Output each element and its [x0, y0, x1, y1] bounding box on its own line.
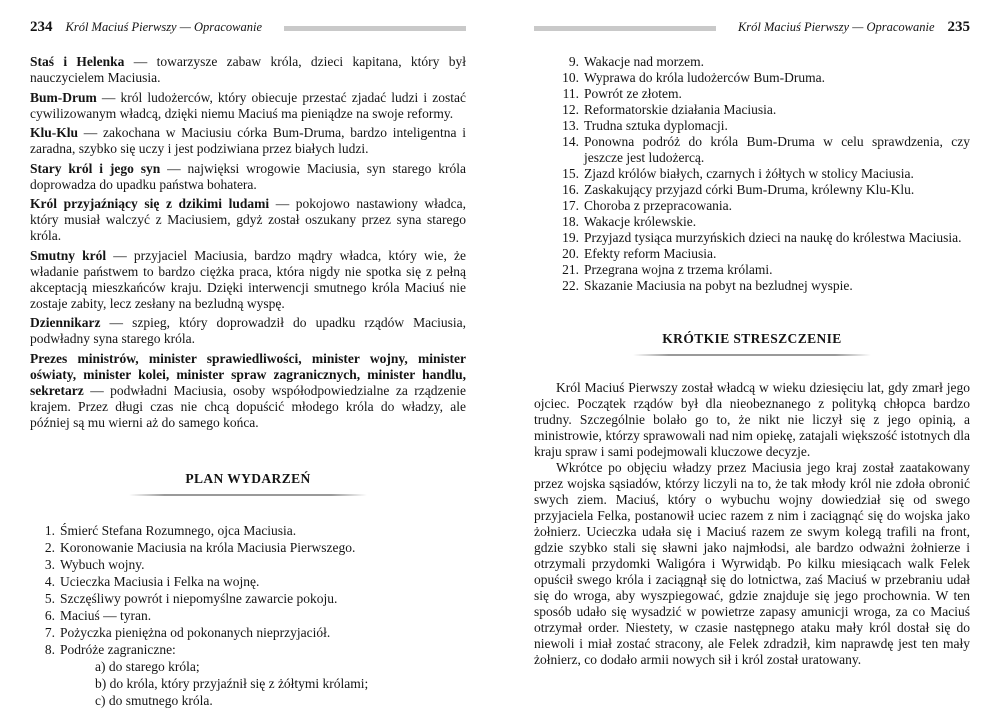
list-item	[558, 102, 970, 118]
list-item	[558, 278, 970, 294]
list-item	[38, 556, 466, 573]
list-item	[38, 539, 466, 556]
list-item	[558, 134, 970, 166]
list-item	[38, 573, 466, 590]
item-number: 2.	[44, 539, 55, 555]
sub-list-item: b) do króla, który przyjaźnił się z żółtymi królami;	[95, 675, 369, 691]
character-description: — szpieg, który doprowadził do upadku rządów Maciusia, podwładny syna starego króla.	[30, 315, 467, 346]
item-text: Przyjazd tysiąca murzyńskich dzieci na naukę do królestwa Maciusia.	[584, 230, 962, 245]
item-text: Zjazd królów białych, czarnych i żółtych w stolicy Maciusia.	[584, 166, 914, 181]
item-text: Wybuch wojny.	[60, 556, 145, 572]
list-item	[38, 590, 466, 607]
item-text: Ponowna podróż do króla Bum-Druma w celu sprawdzenia, czy jeszcze jest ludożercą.	[584, 134, 970, 165]
item-text: Skazanie Maciusia na pobyt na bezludnej wyspie.	[584, 278, 853, 293]
character-entry	[30, 161, 466, 193]
character-entry	[30, 125, 466, 157]
item-text: Maciuś — tyran.	[60, 607, 152, 623]
item-text: Ucieczka Maciusia i Felka na wojnę.	[60, 573, 260, 589]
plan-list	[30, 522, 466, 709]
item-number: 21.	[562, 262, 579, 277]
plan-section-heading	[30, 471, 466, 496]
item-number: 7.	[44, 624, 55, 640]
character-name: Stary król i jego syn	[30, 160, 161, 176]
list-item	[558, 182, 970, 198]
section-title: KRÓTKIE STRESZCZENIE	[662, 331, 842, 346]
character-description: — zakochana w Maciusiu córka Bum-Druma, bardzo inteligentna i zaradna, szybko się uczy i jest podziwiana przez białych ludzi.	[30, 125, 466, 156]
heading-underline	[129, 494, 367, 496]
item-number: 19.	[562, 230, 579, 245]
item-number: 11.	[562, 86, 579, 101]
item-number: 5.	[44, 590, 55, 606]
character-entry	[30, 248, 466, 312]
character-description: — przyjaciel Maciusia, bardzo mądry władca, który wie, że władanie państwem to bardzo ciężka praca, która nigdy nie spotka się z pełną akceptacją mieszkańców kraju. Dzięki interwencji smutnego króla Maciuś nie zostaje zabity, lecz zesłany na bezludną wyspę.	[30, 247, 466, 311]
section-title: PLAN WYDARZEŃ	[185, 470, 311, 486]
list-item	[558, 118, 970, 134]
item-text: Przegrana wojna z trzema królami.	[584, 262, 773, 277]
left-running-title: Król Maciuś Pierwszy — Opracowanie	[65, 20, 263, 34]
left-page	[30, 20, 466, 709]
item-text: Wakacje królewskie.	[584, 214, 697, 229]
left-header-bar	[284, 26, 466, 31]
item-number: 13.	[562, 118, 579, 133]
list-item	[38, 522, 466, 539]
character-name: Smutny król	[30, 247, 107, 263]
item-number: 18.	[562, 214, 579, 229]
left-page-header	[30, 20, 466, 35]
summary-section-heading	[534, 331, 970, 356]
item-text: Efekty reform Maciusia.	[584, 246, 717, 261]
right-running-title: Król Maciuś Pierwszy — Opracowanie	[737, 20, 935, 34]
item-number: 14.	[562, 134, 579, 149]
item-text: Reformatorskie działania Maciusia.	[584, 102, 777, 117]
list-item	[558, 54, 970, 70]
item-text: Szczęśliwy powrót i niepomyślne zawarcie pokoju.	[60, 590, 338, 606]
right-page	[534, 20, 970, 668]
summary-paragraph: Wkrótce po objęciu władzy przez Maciusia jego kraj został zaatakowany przez wojska sąsiadów, którzy liczyli na to, że tak młody król nie zdoła obronić swych ziem. Maciuś, który o wybuchu wojny dowiedział się od swego przyjaciela Felka, postanowił uciec razem z nim i zaciągnąć się do wojska jako żołnierz. Ucieczka udała się i Maciuś razem ze swym kolegą trafili na front, gdzie szybko stali się sławni jako najmłodsi, ale bardzo odważni żołnierze i otrzymali przydomki Waligóra i Wyrwidąb. Po kilku miesiącach walk Felek opuścił swego króla i zaciągnął się do lotnictwa, zaś Maciuś w przebraniu udał się do wroga, aby wyszpiegować, gdzie znajduje się jego prochownia. W ten sposób udało się wysadzić w powietrze zapasy amunicji wroga, za co Maciuś otrzymał order. Niestety, w czasie następnego ataku mały król dostał się do niewoli i miał zostać stracony, ale Felek zdradził, kim naprawdę jest ten mały żołnierz, co dodało armii nowych sił i król został uratowany.	[534, 460, 970, 667]
character-name: Staś i Helenka	[30, 54, 125, 69]
summary-block	[534, 380, 970, 668]
character-description: — podwładni Maciusia, osoby współodpowiedzialne za rządzenie krajem. Przez długi czas nie chcą dopuścić młodego króla do władzy, ale później są mu wierni aż do samego końca.	[30, 382, 466, 430]
item-number: 3.	[44, 556, 55, 572]
character-entry	[30, 196, 466, 244]
character-name: Dziennikarz	[30, 315, 101, 330]
item-text: Wyprawa do króla ludożerców Bum-Druma.	[584, 70, 825, 85]
item-text: Powrót ze złotem.	[584, 86, 682, 101]
character-entry	[30, 54, 466, 86]
list-item	[558, 198, 970, 214]
character-entry	[30, 315, 466, 347]
item-number: 16.	[562, 182, 579, 197]
summary-paragraph: Król Maciuś Pierwszy został władcą w wieku dziesięciu lat, gdy zmarł jego ojciec. Początek rządów był dla nieobeznanego z polityką chłopca bardzo trudny. Szczególnie bolało go to, że nikt nie liczył się z jego opinią, a ministrowie, którzy sprawowali nad nim opiekę, zatajali większość istotnych dla kraju spraw i sami podejmowali kluczowe decyzje.	[534, 380, 970, 459]
item-number: 20.	[562, 246, 579, 261]
character-description: — król ludożerców, który obiecuje przestać zjadać ludzi i zostać cywilizowanym władcą, dzięki niemu Maciuś ma pieniądze na swoje reformy.	[30, 89, 467, 121]
list-item	[558, 86, 970, 102]
character-entry	[30, 351, 466, 431]
item-text: Choroba z przepracowania.	[584, 198, 733, 213]
list-item	[38, 641, 466, 658]
item-number: 8.	[44, 641, 55, 657]
character-description: — pokojowo nastawiony władca, który musiał walczyć z Maciusiem, gdyż został oszukany przez syna starego króla.	[30, 196, 467, 243]
item-text: Śmierć Stefana Rozumnego, ojca Maciusia.	[60, 522, 297, 538]
item-number: 9.	[568, 54, 579, 69]
item-number: 15.	[562, 166, 579, 181]
item-number: 4.	[44, 573, 55, 589]
item-number: 10.	[562, 70, 579, 85]
sub-list-item: c) do smutnego króla.	[95, 692, 213, 708]
heading-underline	[633, 354, 871, 356]
character-name: Klu-Klu	[30, 125, 79, 140]
list-item	[558, 70, 970, 86]
character-name: Król przyjaźniący się z dzikimi ludami	[30, 196, 270, 211]
item-number: 6.	[44, 607, 55, 623]
right-header-bar	[534, 26, 716, 31]
item-number: 17.	[562, 198, 579, 213]
item-number: 1.	[44, 522, 55, 538]
item-text: Podróże zagraniczne:	[60, 641, 176, 657]
item-text: Trudna sztuka dyplomacji.	[584, 118, 728, 133]
list-item	[558, 166, 970, 182]
character-name: Bum-Drum	[30, 89, 97, 105]
right-page-header	[534, 20, 970, 35]
character-entry	[30, 90, 466, 122]
item-text: Zaskakujący przyjazd córki Bum-Druma, królewny Klu-Klu.	[584, 182, 915, 197]
character-name: Prezes ministrów, minister sprawiedliwości, minister wojny, minister oświaty, minister kolei, minister spraw zagranicznych, minister handlu, sekretarz	[30, 350, 466, 398]
item-text: Wakacje nad morzem.	[584, 54, 704, 69]
item-number: 22.	[562, 278, 579, 293]
item-text: Koronowanie Maciusia na króla Maciusia Pierwszego.	[60, 539, 356, 555]
character-description: — towarzysze zabaw króla, dzieci kapitana, który był nauczycielem Maciusia.	[30, 54, 467, 85]
list-item	[558, 230, 970, 246]
item-number: 12.	[562, 102, 579, 117]
list-item	[38, 607, 466, 624]
plan-list-continued	[534, 54, 970, 294]
item-text: Pożyczka pieniężna od pokonanych nieprzyjaciół.	[60, 624, 331, 640]
list-item	[38, 624, 466, 641]
right-page-number: 235	[947, 19, 970, 35]
list-item	[558, 214, 970, 230]
left-page-number: 234	[30, 19, 53, 35]
list-item	[558, 246, 970, 262]
character-description: — najwięksi wrogowie Maciusia, syn starego króla doprowadza do upadku państwa bohatera.	[30, 160, 467, 192]
list-item	[558, 262, 970, 278]
sub-list-item: a) do starego króla;	[95, 658, 200, 674]
